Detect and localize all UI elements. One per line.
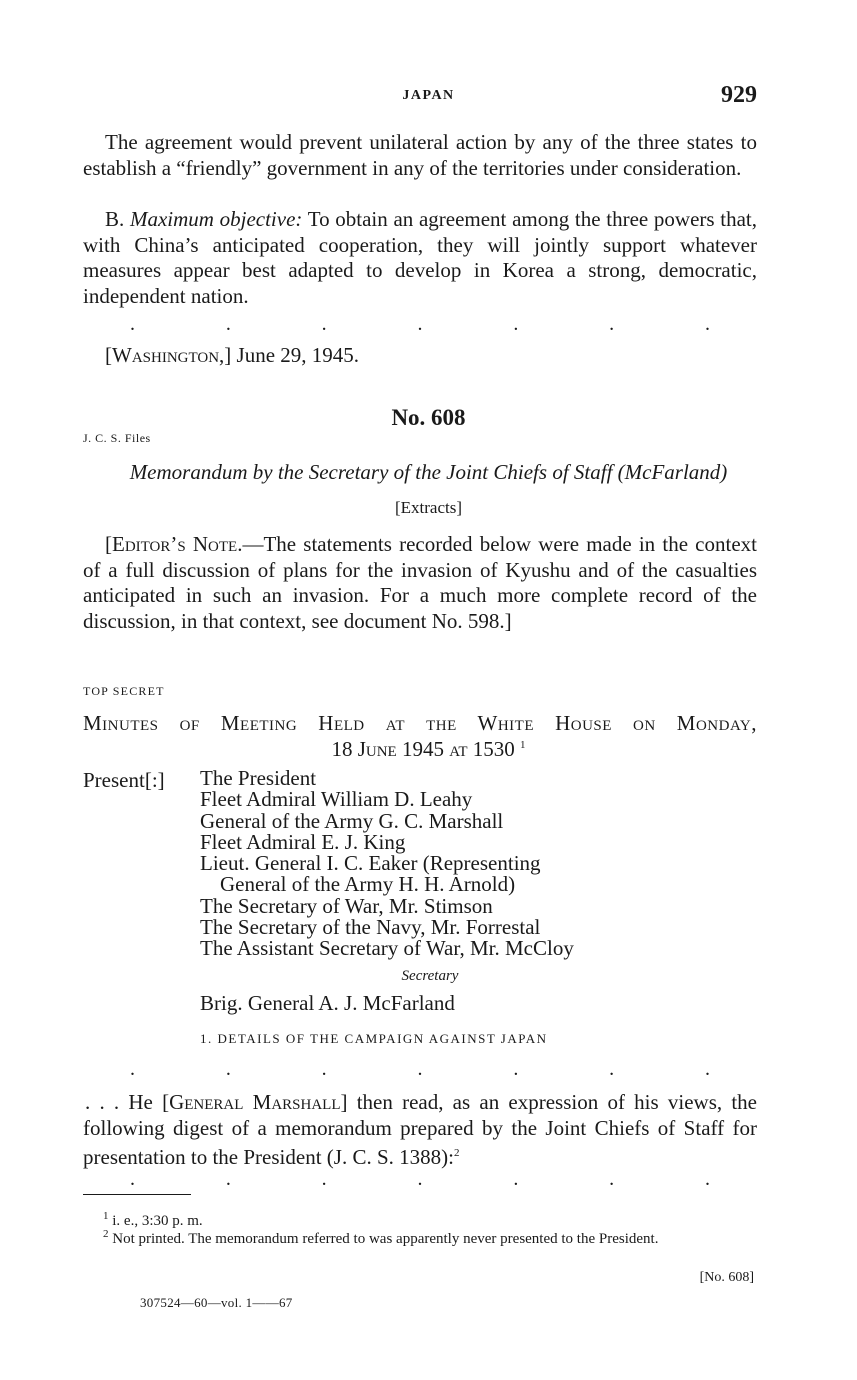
section-paragraph <box>83 1090 757 1171</box>
page-number: 929 <box>721 82 757 108</box>
footnote-marker: 1 <box>103 1210 109 1222</box>
general-marshall-name: [General Marshall] <box>162 1090 348 1114</box>
minutes-title-line-2 <box>0 737 857 762</box>
minutes-title-line-1: Minutes of Meeting Held at the White House on Monday, <box>83 711 757 735</box>
editor-note <box>83 532 757 634</box>
minutes-date: 18 June 1945 at 1530 <box>331 737 515 761</box>
attendee: General of the Army H. H. Arnold) <box>220 872 516 897</box>
footnote-text: i. e., 3:30 p. m. <box>112 1213 203 1229</box>
attendee: General of the Army G. C. Marshall <box>200 808 504 833</box>
document-number: No. 608 <box>391 405 466 430</box>
attendee: The President <box>200 766 317 790</box>
dateline-place: [Washington,] <box>105 343 232 367</box>
editor-note-text: —The statements recorded below were made in the context of a full discussion of plans for the invasion of Kyushu and of the casualties anticipated in such an invasion. For a much more complete record of the discussion, in that context, see document No. 598.] <box>83 532 757 633</box>
attendee: The Assistant Secretary of War, Mr. McCloy <box>200 936 574 961</box>
document-title: Memorandum by the Secretary of the Joint Chiefs of Staff (McFarland) <box>129 460 728 484</box>
running-title: JAPAN <box>402 88 455 103</box>
paragraph-body: To obtain an agreement among the three powers that, with China’s anticipated cooperation, they will jointly support whatever measures appear best adapted to develop in Korea a strong, democratic, independent nation. <box>83 207 757 308</box>
section-heading: 1. DETAILS OF THE CAMPAIGN AGAINST JAPAN <box>200 1031 548 1046</box>
paragraph-lead: . . . He <box>85 1090 153 1114</box>
present-label: Present[:] <box>83 768 165 792</box>
print-code: 307524—60—vol. 1——67 <box>140 1295 293 1310</box>
classification: TOP SECRET <box>83 684 165 698</box>
ellipsis-row: . . . . . . . <box>130 1058 710 1080</box>
paragraph-lead: B. <box>105 207 125 231</box>
ellipsis-row: . . . . . . . <box>130 1168 710 1190</box>
footnote-ref-2[interactable]: 2 <box>453 1147 460 1159</box>
secretary-name: Brig. General A. J. McFarland <box>200 991 455 1015</box>
footnote-text: Not printed. The memorandum referred to was apparently never presented to the President. <box>112 1231 659 1247</box>
attendee: Fleet Admiral William D. Leahy <box>200 787 473 812</box>
intro-paragraph-1: The agreement would prevent unilateral action by any of the three states to establish a “friendly” government in any of the territories under consideration. <box>83 130 757 180</box>
extracts-label: [Extracts] <box>394 498 463 517</box>
footnote-ref-1[interactable]: 1 <box>520 739 526 751</box>
intro-paragraph-2 <box>83 207 757 309</box>
footnote-2 <box>83 1226 757 1248</box>
footnote-marker: 2 <box>103 1228 109 1240</box>
paragraph-body: then read, as an expression of his views, the following digest of a memorandum prepared by the Joint Chiefs of Staff for presentation to the President (J. C. S. 1388): <box>83 1090 757 1169</box>
attendee: Lieut. General I. C. Eaker (Representing <box>200 851 541 876</box>
maximum-objective-label: Maximum objective: <box>129 207 303 231</box>
ellipsis-row: . . . . . . . <box>130 313 710 335</box>
attendee: Fleet Admiral E. J. King <box>200 829 406 854</box>
document-reference: [No. 608] <box>699 1270 754 1285</box>
editor-note-label: [Editor’s Note. <box>105 532 243 556</box>
attendee-list <box>200 768 574 960</box>
attendee: The Secretary of War, Mr. Stimson <box>200 893 493 918</box>
secretary-label: Secretary <box>401 968 459 984</box>
footnote-divider <box>83 1194 191 1195</box>
source-files: J. C. S. Files <box>83 431 151 445</box>
dateline <box>105 343 359 368</box>
dateline-date: June 29, 1945. <box>236 343 360 367</box>
attendee: The Secretary of the Navy, Mr. Forrestal <box>200 915 541 940</box>
